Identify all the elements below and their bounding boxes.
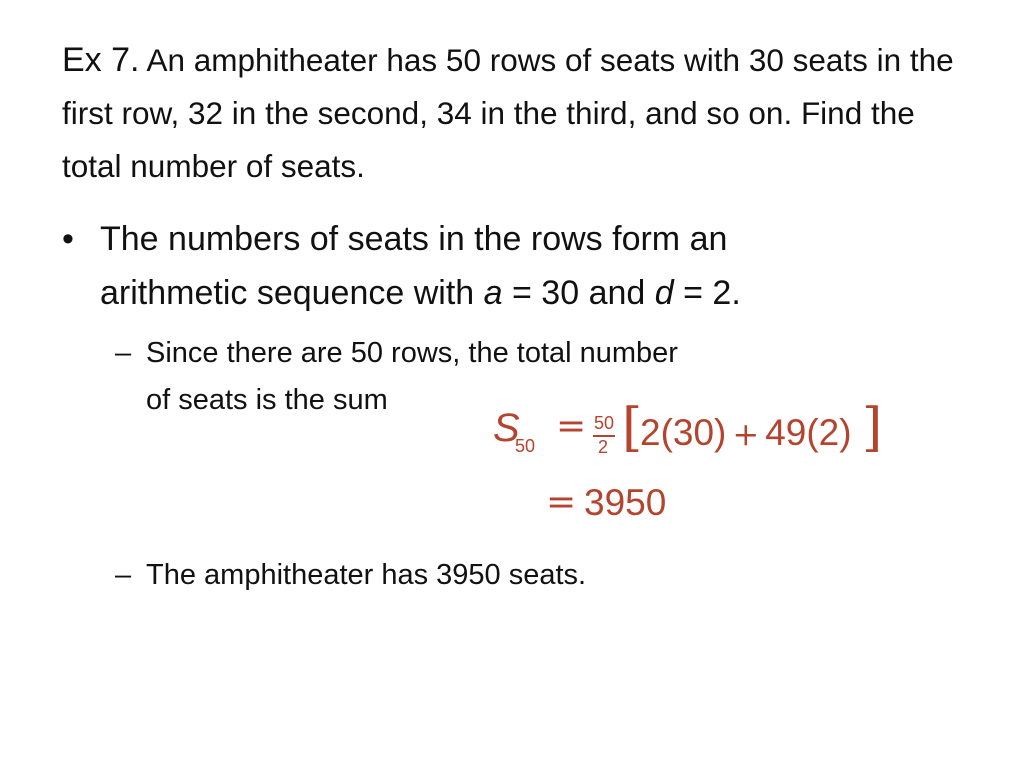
- main-bullet-line2-prefix: arithmetic sequence with: [100, 274, 484, 312]
- problem-text: An amphitheater has 50 rows of seats with 30 seats in the first row, 32 in the second, 34 in the third, and so on. Find the total number of seats.: [62, 42, 954, 184]
- sub-bullet-answer: [115, 552, 835, 599]
- dash-icon: –: [115, 559, 132, 591]
- answer-text: The amphitheater has 3950 seats.: [146, 559, 587, 591]
- main-bullet-line1: The numbers of seats in the rows form an: [100, 220, 728, 258]
- sub-bullet-sum-line2: of seats is the sum: [146, 384, 388, 416]
- formula-subscript: 50: [515, 436, 536, 456]
- bullet-dot-icon: •: [62, 220, 74, 258]
- close-bracket: ]: [862, 398, 883, 458]
- formula-equals-2: =: [546, 482, 577, 523]
- variable-d: d: [654, 274, 674, 312]
- equals-a-text: = 30 and: [502, 274, 655, 312]
- fraction-numerator: 50: [594, 413, 615, 433]
- bracket-expression: [640, 412, 852, 454]
- main-bullet-text: [100, 212, 942, 320]
- formula-equals-1: =: [556, 406, 587, 447]
- fraction-denominator: 2: [598, 437, 609, 457]
- formula-line-2: [546, 480, 746, 530]
- formula-line-1: [490, 398, 910, 468]
- open-bracket: [: [622, 398, 643, 458]
- dash-icon: –: [115, 337, 132, 369]
- example-label: Ex 7.: [62, 41, 140, 79]
- equals-d-text: = 2.: [673, 274, 741, 312]
- term-1: 2(30): [640, 412, 727, 453]
- variable-a: a: [483, 274, 503, 312]
- problem-statement: [62, 34, 962, 193]
- sub-bullet-sum-line1: Since there are 50 rows, the total number: [146, 337, 678, 369]
- formula-result: 3950: [584, 482, 667, 523]
- term-2: 49(2): [765, 412, 852, 453]
- formula-symbol-S: S: [493, 406, 520, 450]
- plus-sign: +: [732, 415, 760, 453]
- main-bullet: [62, 212, 942, 320]
